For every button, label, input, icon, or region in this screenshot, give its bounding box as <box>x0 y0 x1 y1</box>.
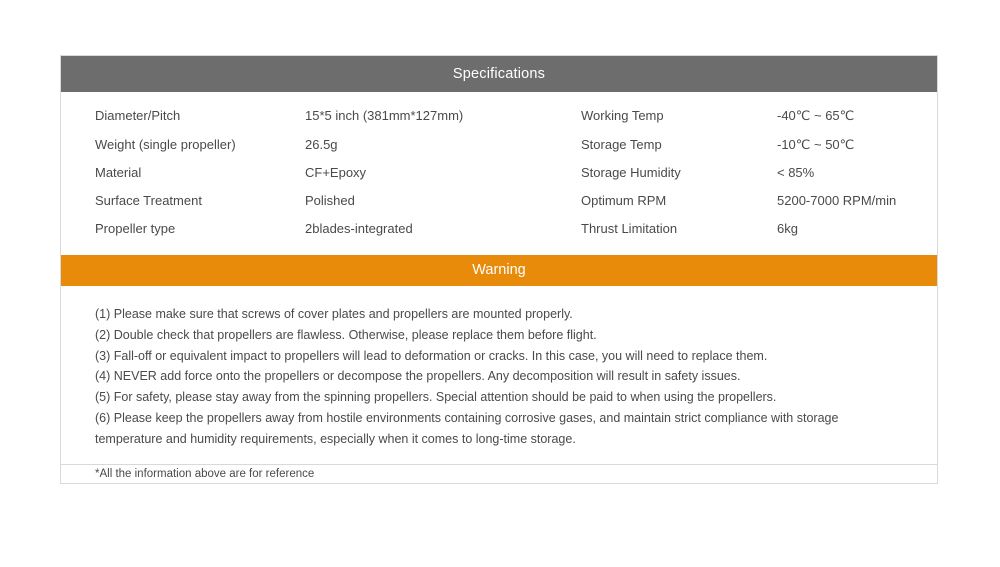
spec-value: 2blades-integrated <box>305 221 413 236</box>
warning-header: Warning <box>61 255 937 286</box>
spec-value: 6kg <box>777 221 798 236</box>
warning-item: (4) NEVER add force onto the propellers or decompose the propellers. Any decomposition will result in safety issues. <box>95 369 741 384</box>
warning-item: (5) For safety, please stay away from the spinning propellers. Special attention should be paid to when using the propellers. <box>95 390 777 405</box>
footnote-divider <box>61 464 937 465</box>
spec-row <box>61 159 937 187</box>
warning-item: (1) Please make sure that screws of cover plates and propellers are mounted properly. <box>95 307 573 321</box>
spec-card <box>60 55 938 484</box>
spec-label: Weight (single propeller) <box>95 137 236 152</box>
spec-row <box>61 187 937 215</box>
spec-label: Thrust Limitation <box>581 221 678 236</box>
spec-label: Surface Treatment <box>95 193 202 208</box>
warning-item: (6) Please keep the propellers away from hostile environments containing corrosive gases, and maintain strict compliance with storage temperature and humidity requirements, especially when it comes to long-time storage. <box>95 410 839 446</box>
specifications-header: Specifications <box>61 56 937 92</box>
spec-row <box>61 215 937 243</box>
spec-value: -10℃ ~ 50℃ <box>777 137 855 152</box>
spec-value: 5200-7000 RPM/min <box>777 193 897 208</box>
spec-value: 26.5g <box>305 137 338 152</box>
spec-row <box>61 102 937 130</box>
spec-value: 15*5 inch (381mm*127mm) <box>305 108 464 123</box>
spec-value: -40℃ ~ 65℃ <box>777 108 855 123</box>
spec-value: Polished <box>305 193 355 208</box>
warning-item: (2) Double check that propellers are flawless. Otherwise, please replace them before flight. <box>95 327 597 342</box>
warning-list <box>95 304 907 450</box>
spec-row <box>61 131 937 159</box>
spec-label: Propeller type <box>95 221 176 236</box>
spec-label: Working Temp <box>581 108 664 123</box>
spec-label: Storage Humidity <box>581 165 681 180</box>
spec-value: CF+Epoxy <box>305 165 367 180</box>
spec-label: Diameter/Pitch <box>95 108 181 123</box>
specifications-table <box>61 92 937 255</box>
spec-label: Material <box>95 165 142 180</box>
spec-label: Storage Temp <box>581 137 662 152</box>
spec-value: < 85% <box>777 165 815 180</box>
spec-label: Optimum RPM <box>581 193 667 208</box>
warning-item: (3) Fall-off or equivalent impact to propellers will lead to deformation or cracks. In this case, you will need to replace them. <box>95 348 768 363</box>
footnote: *All the information above are for reference <box>95 468 315 480</box>
